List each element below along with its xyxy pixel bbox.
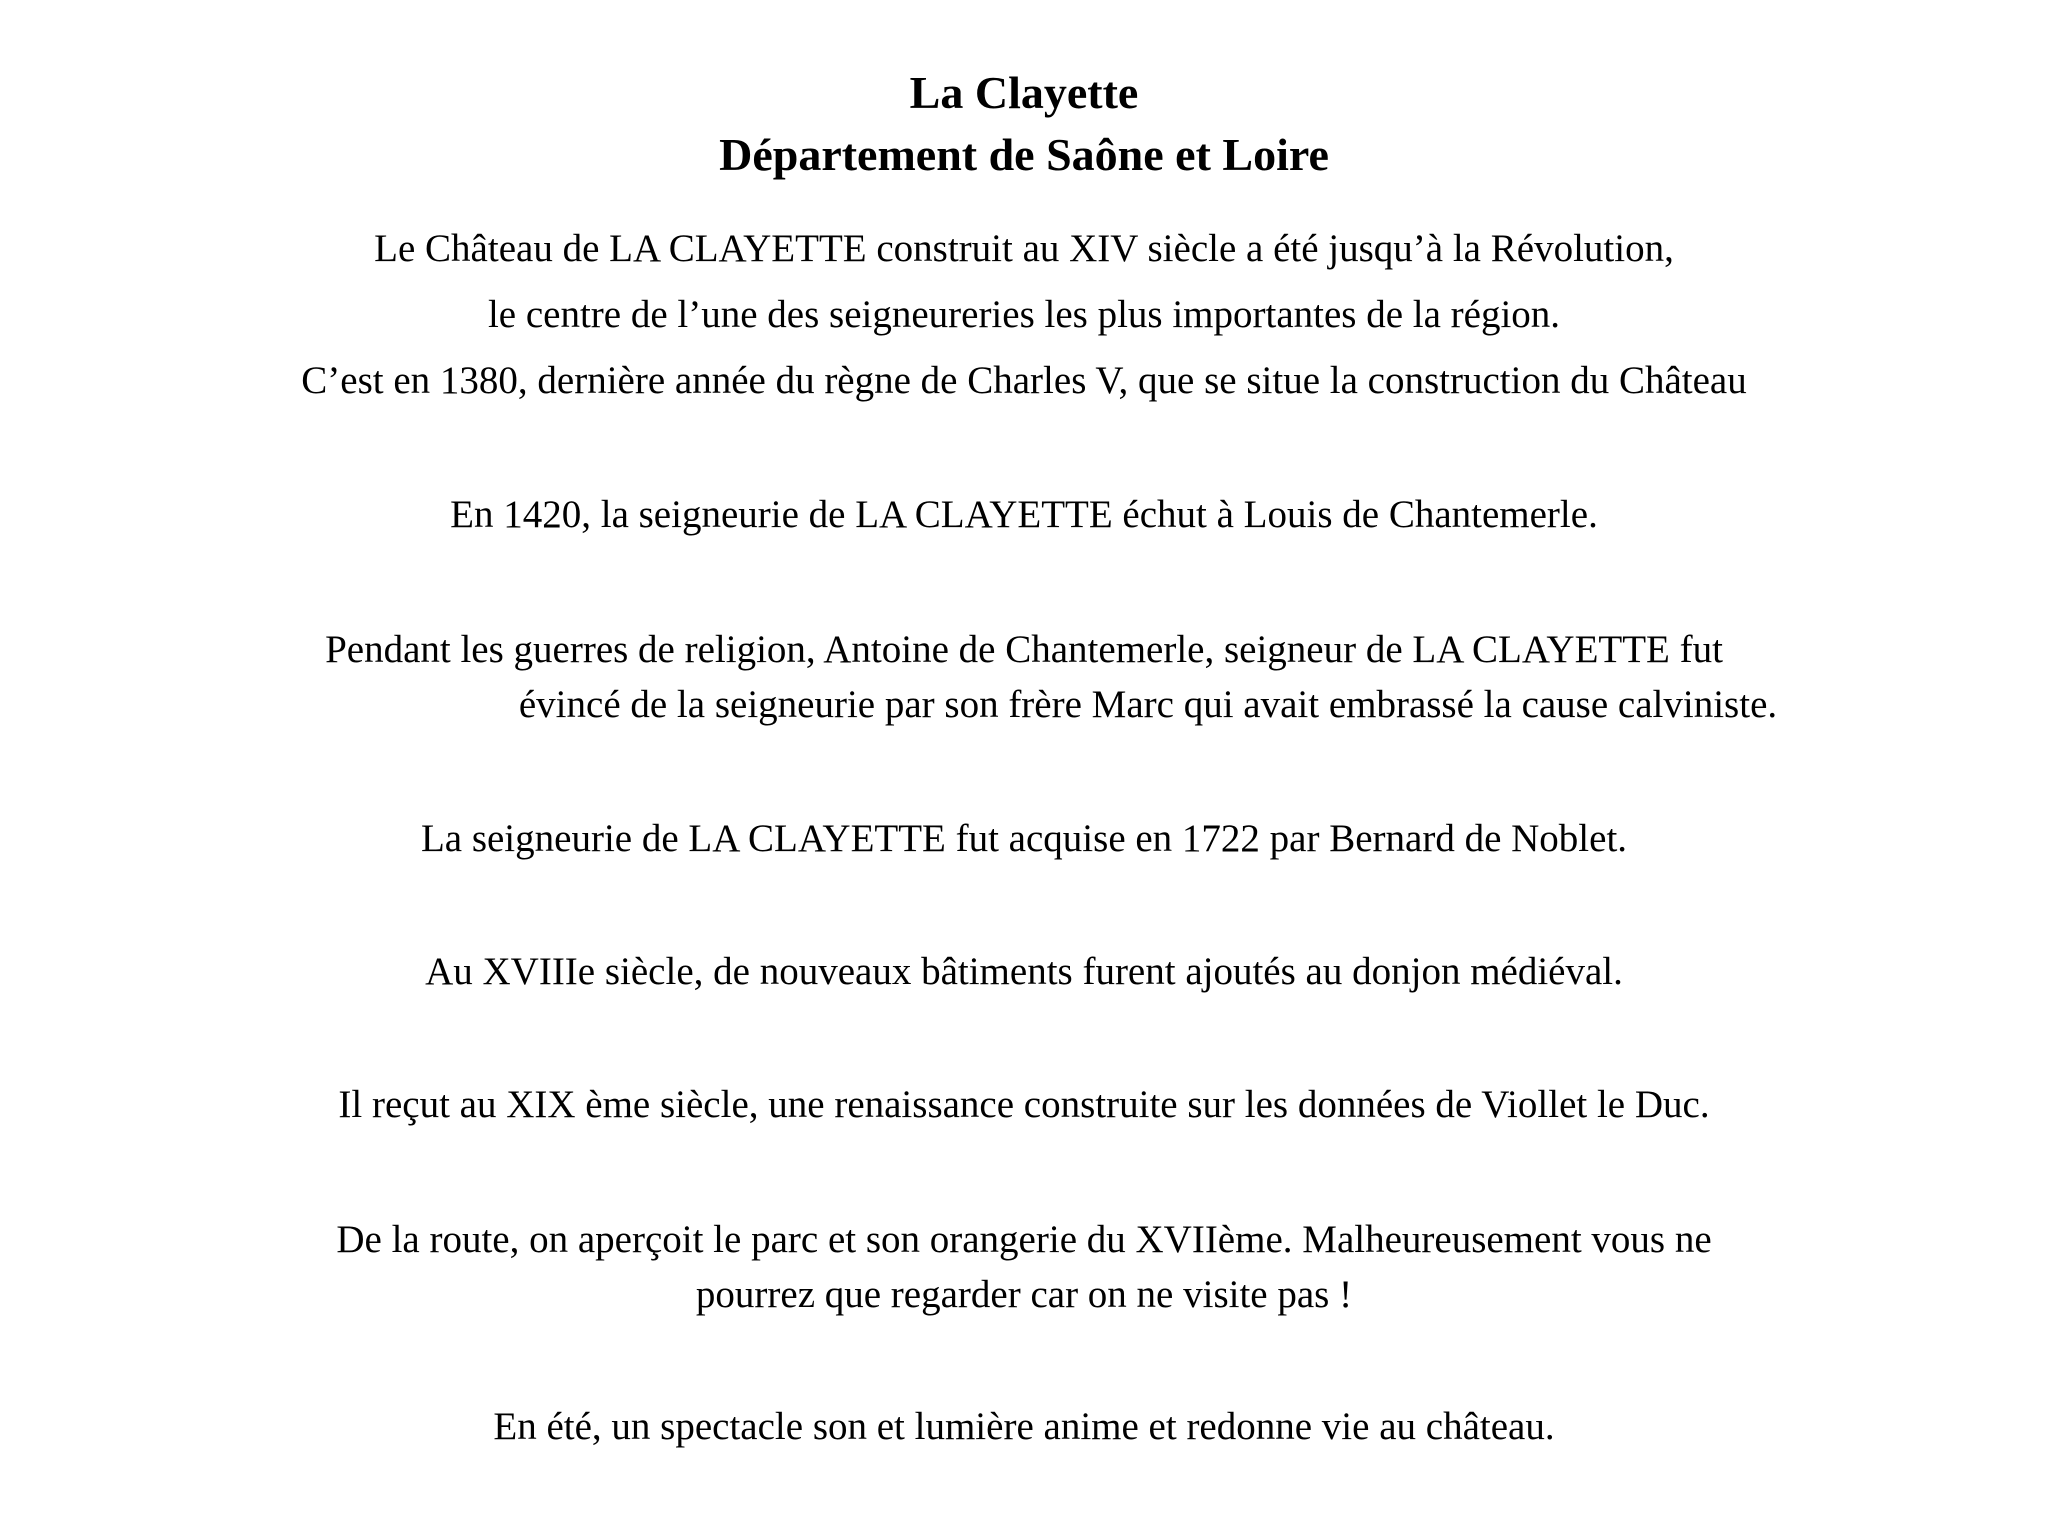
paragraph-7-line-2: pourrez que regarder car on ne visite pas ! [695, 1273, 1353, 1316]
paragraph-1-line-2: le centre de l’une des seigneureries les plus importantes de la région. [487, 293, 1561, 336]
paragraph-1-line-1: Le Château de LA CLAYETTE construit au XIV siècle a été jusqu’à la Révolution, [374, 227, 1674, 270]
paragraph-1-line-3: C’est en 1380, dernière année du règne de Charles V, que se situe la construction du Château [301, 359, 1747, 402]
paragraph-3-line-2: évincé de la seigneurie par son frère Marc qui avait embrassé la cause calviniste. [518, 683, 1778, 726]
paragraph-2-line-1: En 1420, la seigneurie de LA CLAYETTE échut à Louis de Chantemerle. [450, 493, 1598, 536]
paragraph-6-line-1: Il reçut au XIX ème siècle, une renaissance construite sur les données de Viollet le Duc. [338, 1083, 1710, 1126]
paragraph-3-line-1: Pendant les guerres de religion, Antoine de Chantemerle, seigneur de LA CLAYETTE fut [325, 628, 1723, 671]
document-subtitle: Département de Saône et Loire [719, 129, 1329, 180]
paragraph-4-line-1: La seigneurie de LA CLAYETTE fut acquise en 1722 par Bernard de Noblet. [420, 817, 1628, 860]
document-title: La Clayette [909, 67, 1139, 118]
paragraph-7-line-1: De la route, on aperçoit le parc et son orangerie du XVIIème. Malheureusement vous ne [336, 1218, 1712, 1261]
paragraph-8-line-1: En été, un spectacle son et lumière anime et redonne vie au château. [493, 1405, 1555, 1448]
paragraph-5-line-1: Au XVIIIe siècle, de nouveaux bâtiments furent ajoutés au donjon médiéval. [425, 950, 1623, 993]
